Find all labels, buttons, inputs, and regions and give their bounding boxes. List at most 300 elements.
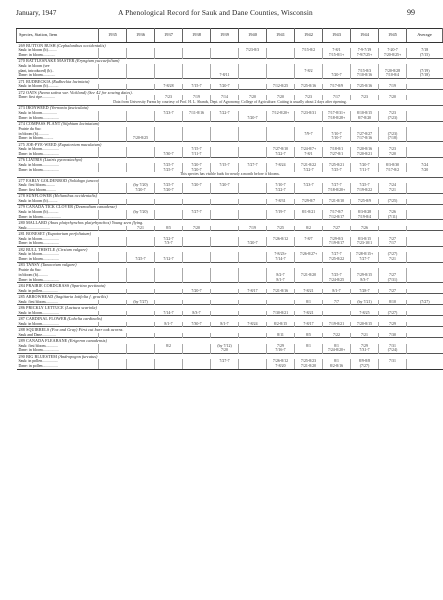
date-cell: 7/15-7 [183, 147, 211, 152]
station-item-cell: Dane: in bloom........... [18, 136, 54, 141]
station-item-cell: Dane: first bloom.......... [18, 188, 56, 193]
date-cell: (7/24) [379, 348, 407, 353]
date-cell: 7/25-8/21 [323, 163, 351, 168]
species-latin-name: (Helianthus occidentalis) [53, 193, 98, 199]
date-cell: 7/23-7 [295, 183, 323, 188]
species-title: 282 BULL THISTLE [18, 246, 56, 252]
date-cell: 7/19-7 [267, 210, 295, 215]
station-item-cell: Sauk: in bloom (b)........... [18, 84, 59, 89]
date-cell: 7/20-8/28 [379, 69, 407, 74]
date-cell: 7/22-7 [267, 188, 295, 193]
date-cell: 7/19 [239, 226, 267, 231]
date-cell: 8/9-8/8 [351, 359, 379, 364]
station-item-cell: Dane: in bloom................. [18, 115, 60, 120]
date-cell: 7/23 [379, 147, 407, 152]
date-cell: (7/23) [379, 116, 407, 121]
date-cell: 7/26-8/27+ [295, 252, 323, 257]
date-cell: 7/21-8/22 [295, 163, 323, 168]
date-cell: 8/5 [295, 333, 323, 338]
station-item-cell: Dane: in bloom............. [18, 73, 56, 78]
date-cell: 7/15-8/2 [295, 48, 323, 53]
station-item-cell: Sauk: first bloom............. [18, 299, 59, 304]
date-cell: 7/15-8/1+ [323, 53, 351, 58]
date-cell [127, 364, 155, 369]
date-cell [155, 364, 183, 369]
species-latin-name: (Anas platyrhynchos platyrhynchos) Young seen flying. [48, 220, 144, 226]
date-cell: 7/15-7 [211, 163, 239, 168]
date-cell: 7/17-8/31+ [323, 111, 351, 116]
date-cell: (7/27) [407, 300, 443, 305]
station-item-cell: Sauk: first bloom.......... [18, 183, 56, 188]
date-cell: 7/18-8/28+ [323, 116, 351, 121]
date-cell: 8/3-7 [351, 278, 379, 283]
column-header: 1939 [211, 29, 239, 43]
date-cell: 8/1 [295, 300, 323, 305]
date-cell: 7/23 [379, 111, 407, 116]
species-latin-name: (Eryngium yuccaefolium) [75, 58, 120, 64]
station-item-cell: Sauk: in bloom................. [18, 162, 59, 167]
date-cell [239, 364, 267, 369]
table-note: Data from University Farms by courtesy of Prof. H. L. Shands, Dept. of Agronomy, College of Agriculture. Cutting is usually about 2 days after ripening. [113, 100, 347, 105]
date-cell: (7/27) [379, 311, 407, 316]
station-item-cell: Dane: in bloom................. [18, 167, 60, 172]
station-item-cell: Dane: in bloom................. [18, 241, 60, 246]
table-body [17, 43, 443, 370]
date-cell: 7/20 [407, 168, 443, 173]
date-cell: 7/25-7 [323, 273, 351, 278]
date-cell: 7-8/21 [295, 311, 323, 316]
date-cell: 7/17 [323, 95, 351, 100]
date-cell: 7/21-8/20 [295, 273, 323, 278]
date-cell: 8/3-7 [183, 311, 211, 316]
date-cell: 7/27-7 [211, 359, 239, 364]
column-header: 1940 [239, 29, 267, 43]
date-cell: 7/25-7 [155, 163, 183, 168]
date-cell: 7-8/28 [155, 84, 183, 89]
date-cell [99, 364, 127, 369]
column-header: Species, Station, Item [17, 29, 99, 43]
station-item-cell: in bloom (b)........... [18, 131, 49, 136]
date-cell [183, 364, 211, 369]
date-cell: 7/27 [379, 237, 407, 242]
date-cell: 7/22 [323, 333, 351, 338]
date-cell: 8/3-8/28 [351, 210, 379, 215]
running-header [16, 8, 415, 22]
page-number: 99 [407, 8, 415, 17]
date-cell: 8/1-7 [267, 278, 295, 283]
date-cell: 7/27-7 [183, 210, 211, 215]
date-cell: (by 7/20) [127, 183, 155, 188]
date-cell: 7/27-8/1 [323, 152, 351, 157]
date-cell: 8/1-8/21 [295, 210, 323, 215]
species-title: 273 IRONWEED [18, 105, 49, 111]
date-cell: 7/12-7 [155, 257, 183, 262]
date-cell: 7/11-8/16 [183, 111, 211, 116]
date-cell: 7/24-8/20+ [323, 348, 351, 353]
station-item-cell: Dane: in bloom................. [18, 151, 60, 156]
species-latin-name: (Andropogon furcatus) [58, 353, 98, 359]
date-cell: 7/29 [351, 344, 379, 349]
date-cell: (7/15) [407, 53, 443, 58]
date-cell: 7/27 [379, 289, 407, 294]
date-cell: 7/26 [351, 226, 379, 231]
station-item-cell: Dane: in bloom................. [18, 348, 60, 353]
station-item-cell: in bloom (b).......... [18, 272, 48, 277]
date-cell: 7/20 [211, 348, 239, 353]
station-item-cell: Sauk: first bloom............. [18, 343, 59, 348]
date-cell: 7/14-7 [267, 257, 295, 262]
date-cell: 8/2-8/15 [267, 322, 295, 327]
date-cell: 7/29-8/15 [351, 273, 379, 278]
date-cell: 7/20 [379, 152, 407, 157]
date-cell: 7/21 [379, 188, 407, 193]
station-item-cell: Dane: first ripe............. [18, 95, 55, 100]
date-cell: 7/20 [239, 95, 267, 100]
species-title: 287 CARDINAL FLOWER [18, 315, 67, 321]
date-cell: 8/2 [155, 344, 183, 349]
column-header: 1942 [295, 29, 323, 43]
table-row [17, 364, 443, 369]
date-cell: 8/1-7 [211, 322, 239, 327]
date-cell: 7/26-8/12 [267, 237, 295, 242]
header-title: A Phenological Record for Sauk and Dane Counties, Wisconsin [118, 8, 313, 17]
date-cell: 8/2-7 [267, 273, 295, 278]
date-cell: 7/12-8/25 [267, 84, 295, 89]
date-cell: (7/31) [379, 278, 407, 283]
date-cell: 7/23 [351, 95, 379, 100]
station-item-cell: Sauk: in bloom................. [18, 321, 59, 326]
date-cell: 7/30-7 [183, 322, 211, 327]
date-cell: 7/21 [351, 333, 379, 338]
date-cell: 7/24 [407, 163, 443, 168]
date-cell: 7/20-7 [239, 116, 267, 121]
species-title: 278 SUNFLOWER [18, 193, 52, 199]
date-cell: 7/15-7 [183, 84, 211, 89]
date-cell: (7/18) [407, 73, 443, 78]
species-title: 272 OATS [18, 89, 37, 95]
date-cell: 7/7 [323, 300, 351, 305]
species-latin-name: (Fox and Gray) First cut burr oak acorns. [50, 326, 124, 332]
date-cell: 7/10-7 [323, 132, 351, 137]
date-cell: 7/21-8/16 [267, 289, 295, 294]
date-cell: 7/17 [379, 241, 407, 246]
date-cell: 7/15-8/3 [351, 69, 379, 74]
date-cell: 7/20-8/25+ [379, 53, 407, 58]
date-cell: 7/25-8/16 [351, 84, 379, 89]
species-title: 270 RATTLESNAKE MASTER [18, 58, 75, 64]
species-title: 286 PRICKLY LETTUCE [18, 304, 64, 310]
date-cell: 7/17-8/2 [379, 168, 407, 173]
date-cell: 7-20-7 [379, 48, 407, 53]
date-cell: 7/20-7 [239, 241, 267, 246]
species-title: 280 MALLARD [18, 220, 48, 226]
date-cell: 7/27-7 [239, 163, 267, 168]
species-latin-name: (Rudbeckia laciniata) [51, 78, 90, 84]
station-item-cell: Dane: in bloom................... [18, 214, 62, 219]
date-cell: 7/20-8/21 [351, 152, 379, 157]
station-item-cell: plant, introduced) (b).. [18, 68, 54, 73]
date-cell: 7/28-8/15+ [351, 252, 379, 257]
date-cell: 7/9-7 [295, 132, 323, 137]
date-cell: 7/27-8/27 [351, 132, 379, 137]
date-cell: 7/30-7 [155, 152, 183, 157]
species-title: 279 CANADA TICK CLOVER [18, 204, 74, 210]
date-cell: 7/29 [267, 344, 295, 349]
date-cell: 7/18-8/1 [323, 147, 351, 152]
date-cell: 7/23-7 [155, 111, 183, 116]
date-cell: 7/22-7 [295, 168, 323, 173]
date-cell: 7/27-8/10 [267, 147, 295, 152]
species-latin-name: (Eupatorium maculatum) [57, 141, 102, 147]
date-cell: 8/10-8/15 [351, 111, 379, 116]
species-title: 288 SQUIRRELS [18, 326, 50, 332]
date-cell: 7/20-7 [127, 188, 155, 193]
date-cell: 7-8/1 [295, 152, 323, 157]
date-cell: 7/20-7 [323, 73, 351, 78]
date-cell: (7/27) [351, 364, 379, 369]
date-cell: 7/25-7 [351, 183, 379, 188]
date-cell: 7/19-8/4 [351, 215, 379, 220]
date-cell: 7/25 [267, 226, 295, 231]
date-cell: 7/20-7 [183, 168, 211, 173]
date-cell: 7/19 [183, 95, 211, 100]
date-cell: 7/19 [379, 84, 407, 89]
date-cell: 7/24-8/25 [323, 278, 351, 283]
date-cell: 8/3-8/15 [351, 237, 379, 242]
species-title: 269 BUTTON BUSH [18, 42, 56, 48]
date-cell: 7-9/7/25+ [351, 53, 379, 58]
date-cell: 7/21-8/10 [323, 199, 351, 204]
species-latin-name: (Spartina pectinata) [70, 282, 106, 288]
date-cell [407, 364, 443, 369]
species-latin-name: (Silphium laciniatum) [61, 121, 100, 127]
date-cell: 7/26 [379, 210, 407, 215]
date-cell: 7/30 [379, 333, 407, 338]
date-cell: 7-8/17 [239, 289, 267, 294]
species-title: 276 LIATRIS [18, 157, 43, 163]
date-cell: 7-8/23+ [267, 252, 295, 257]
species-title: 277 EARLY GOLDENROD [18, 177, 68, 183]
station-item-cell: Sauk: in bloom................. [18, 236, 59, 241]
date-cell: 7/11-7 [351, 168, 379, 173]
date-cell: 7-8/7 [295, 237, 323, 242]
station-item-cell: Prairie du Sac: [18, 126, 42, 131]
date-cell: 7/20-8/16 [351, 147, 379, 152]
date-cell: 7/16-7 [267, 348, 295, 353]
date-cell: (7/25) [379, 199, 407, 204]
species-latin-name: (Vernonia fasciculata) [49, 105, 89, 111]
station-item-cell: Prairie du Sac: [18, 268, 42, 273]
station-item-cell: Dane: in bloom............. [18, 53, 56, 57]
species-latin-name: (Eupatorium perfoliatum) [46, 231, 92, 237]
station-item-cell: Dane: in pollen................ [17, 364, 99, 369]
header-date: January, 1947 [16, 8, 57, 17]
date-cell: 7/17-8/9 [323, 84, 351, 89]
species-title: 290 BIG BLUESTEM [18, 353, 57, 359]
date-cell: 8/3-8/30 [379, 163, 407, 168]
date-cell: 7/25-8/23 [295, 359, 323, 364]
date-cell: 8/2-8/16 [323, 364, 351, 369]
date-cell: 8/7-8/20 [351, 116, 379, 121]
species-latin-name: (Cirsium vulgare) [56, 246, 88, 252]
species-latin-name: (Cephalanthus occidentalis) [56, 42, 106, 48]
date-cell: (7/23) [379, 132, 407, 137]
date-cell: 7/18-8/20+ [323, 188, 351, 193]
date-cell: 8/1-7 [155, 322, 183, 327]
station-item-cell: Sauk: in bloom (b)........... [18, 210, 59, 215]
date-cell: (by 7/21) [351, 300, 379, 305]
date-cell: 7/23 [295, 95, 323, 100]
date-cell: 7/10-8/16 [351, 73, 379, 78]
date-cell: 7-8/24 [239, 322, 267, 327]
date-cell: 8/1-7 [323, 289, 351, 294]
date-cell: (7/19) [407, 69, 443, 74]
date-cell: 7-8/17 [295, 322, 323, 327]
date-cell: 7/20-8/25 [127, 136, 155, 141]
date-cell: 7/25-7 [323, 168, 351, 173]
date-cell: 7/12-8/17 [323, 215, 351, 220]
date-cell: 8/1 [323, 344, 351, 349]
date-cell: 8/10 [379, 300, 407, 305]
date-cell: 8/2 [295, 226, 323, 231]
station-item-cell: Sauk: in pollen................ [18, 288, 58, 293]
date-cell: (by 7/12) [211, 344, 239, 349]
date-cell: 7/11-7 [183, 152, 211, 157]
date-cell: 7-8/20 [267, 364, 295, 369]
date-cell: 7/23 [155, 95, 183, 100]
date-cell: 7/20-7 [183, 289, 211, 294]
date-cell: 7/27 [379, 273, 407, 278]
date-cell: 7/20-7 [183, 183, 211, 188]
date-cell: 7/20-7 [183, 163, 211, 168]
date-cell: 7/24 [379, 183, 407, 188]
date-cell: 7/22-7 [267, 152, 295, 157]
date-cell: 7-8/21 [295, 289, 323, 294]
species-title: 271 RUDBECKIA [18, 78, 51, 84]
date-cell: 7/20-8/15 [351, 322, 379, 327]
date-cell: 7/23-10/1 [351, 241, 379, 246]
date-cell: 7/20-7 [211, 84, 239, 89]
date-cell: 7/27-7 [351, 257, 379, 262]
species-title: 275 JOE-PYE-WEED [18, 141, 57, 147]
date-cell: 7/29-8/3 [323, 237, 351, 242]
date-cell: 7-8/1 [323, 48, 351, 53]
date-cell [379, 364, 407, 369]
date-cell: 7/10-8/4 [379, 73, 407, 78]
date-cell: 7/19-8/17 [323, 241, 351, 246]
table-note: This species has visible buds for nearly a month before it blooms. [180, 172, 280, 177]
species-latin-name: (Lactuca scariola) [64, 304, 98, 310]
date-cell: 7-8/24 [267, 163, 295, 168]
date-cell: (by 7/20) [127, 210, 155, 215]
station-item-cell: Sauk:....................... [18, 225, 50, 230]
station-item-cell: Dane: in bloom................. [18, 257, 60, 262]
species-title: 274 COMPASS PLANT [18, 121, 61, 127]
date-cell: 7/25-7 [155, 183, 183, 188]
date-cell: 7/22-7 [211, 111, 239, 116]
date-cell: 7/20 [267, 95, 295, 100]
species-latin-name: (Lobelia cardinalis) [67, 315, 103, 321]
species-title: 289 CANADA FLEABANE [18, 337, 68, 343]
date-cell: 8/1 [323, 359, 351, 364]
date-cell: (7/18) [379, 136, 407, 141]
date-cell: (7/11) [379, 215, 407, 220]
station-item-cell: Sauk: in bloom (see [18, 64, 50, 68]
date-cell: 7/17-8/7 [323, 210, 351, 215]
species-latin-name: (Tanacetum vulgare) [40, 262, 77, 268]
date-cell: 7/31 [379, 344, 407, 349]
station-item-cell: Sauk: in bloom................. [18, 252, 59, 257]
date-cell: 7/25-8/22 [323, 257, 351, 262]
date-cell: 7-8/25 [351, 311, 379, 316]
date-cell: 8/5 [155, 226, 183, 231]
date-cell: 7/14 [211, 95, 239, 100]
date-cell: 7/14-7 [155, 311, 183, 316]
species-latin-name: (Desmodium canadense) [74, 204, 117, 210]
column-header: 1941 [267, 29, 295, 43]
date-cell: 7/23-8/3 [239, 48, 267, 53]
station-item-cell: Sauk: in bloom............... [18, 111, 57, 116]
table-header-row [17, 29, 443, 43]
date-cell: 7-8/2 [295, 69, 323, 74]
date-cell: 7/29 [379, 322, 407, 327]
column-header: 1945 [379, 29, 407, 43]
station-item-cell: Sauk: in pollen................ [18, 359, 58, 364]
date-cell: 7/21 [127, 226, 155, 231]
station-item-cell: Sauk: in bloom (b).......... [18, 199, 58, 204]
date-cell: 7/21-8/20 [295, 364, 323, 369]
station-item-cell: Sauk: in bloom................. [18, 310, 59, 315]
column-header: 1936 [127, 29, 155, 43]
date-cell: 7/25-8/9 [351, 199, 379, 204]
column-header: 1944 [351, 29, 379, 43]
date-cell: 7/30-8/21 [267, 311, 295, 316]
date-cell: 7/25-7 [155, 168, 183, 173]
date-cell: 7/25-7 [127, 257, 155, 262]
date-cell: 7/10-7 [323, 136, 351, 141]
date-cell: (7/27) [379, 252, 407, 257]
date-cell: 7/20-7 [351, 163, 379, 168]
station-item-cell: Dane: in bloom................. [18, 277, 60, 282]
date-cell: 7/31-7 [351, 348, 379, 353]
date-cell: (by 7/27) [127, 300, 155, 305]
date-cell: 7/29-8/7 [295, 199, 323, 204]
date-cell: 7/20 [183, 226, 211, 231]
column-header: 1943 [323, 29, 351, 43]
date-cell: 7/12-8/20+ [267, 111, 295, 116]
species-latin-name: (Liatris pycnostachya) [43, 157, 83, 163]
date-cell: 7/28-7 [351, 289, 379, 294]
date-cell: 7/10-7 [267, 183, 295, 188]
species-latin-name: (Avena sativa var. Vickland) (See 42 for sowing dates). [37, 89, 133, 95]
date-cell: 7/27-7 [323, 252, 351, 257]
date-cell: 8/1 [295, 344, 323, 349]
date-cell: 7/17-8/16 [351, 136, 379, 141]
phenology-table [16, 28, 443, 370]
date-cell: 7/19-8/21 [323, 322, 351, 327]
date-cell: 7-8/11 [211, 73, 239, 78]
date-cell: 7/23-8/31 [295, 111, 323, 116]
date-cell: 7/20-7 [155, 188, 183, 193]
species-title: 285 ARROWHEAD [18, 293, 54, 299]
date-cell: 7/27 [323, 226, 351, 231]
date-cell: 7/24-8/7+ [295, 147, 323, 152]
date-cell: 7/18 [407, 48, 443, 53]
species-latin-name: (Solidago juncea) [68, 177, 100, 183]
date-cell: 7/31 [379, 359, 407, 364]
date-cell: 7/20-7 [211, 183, 239, 188]
date-cell: 7/26-8/12 [267, 359, 295, 364]
